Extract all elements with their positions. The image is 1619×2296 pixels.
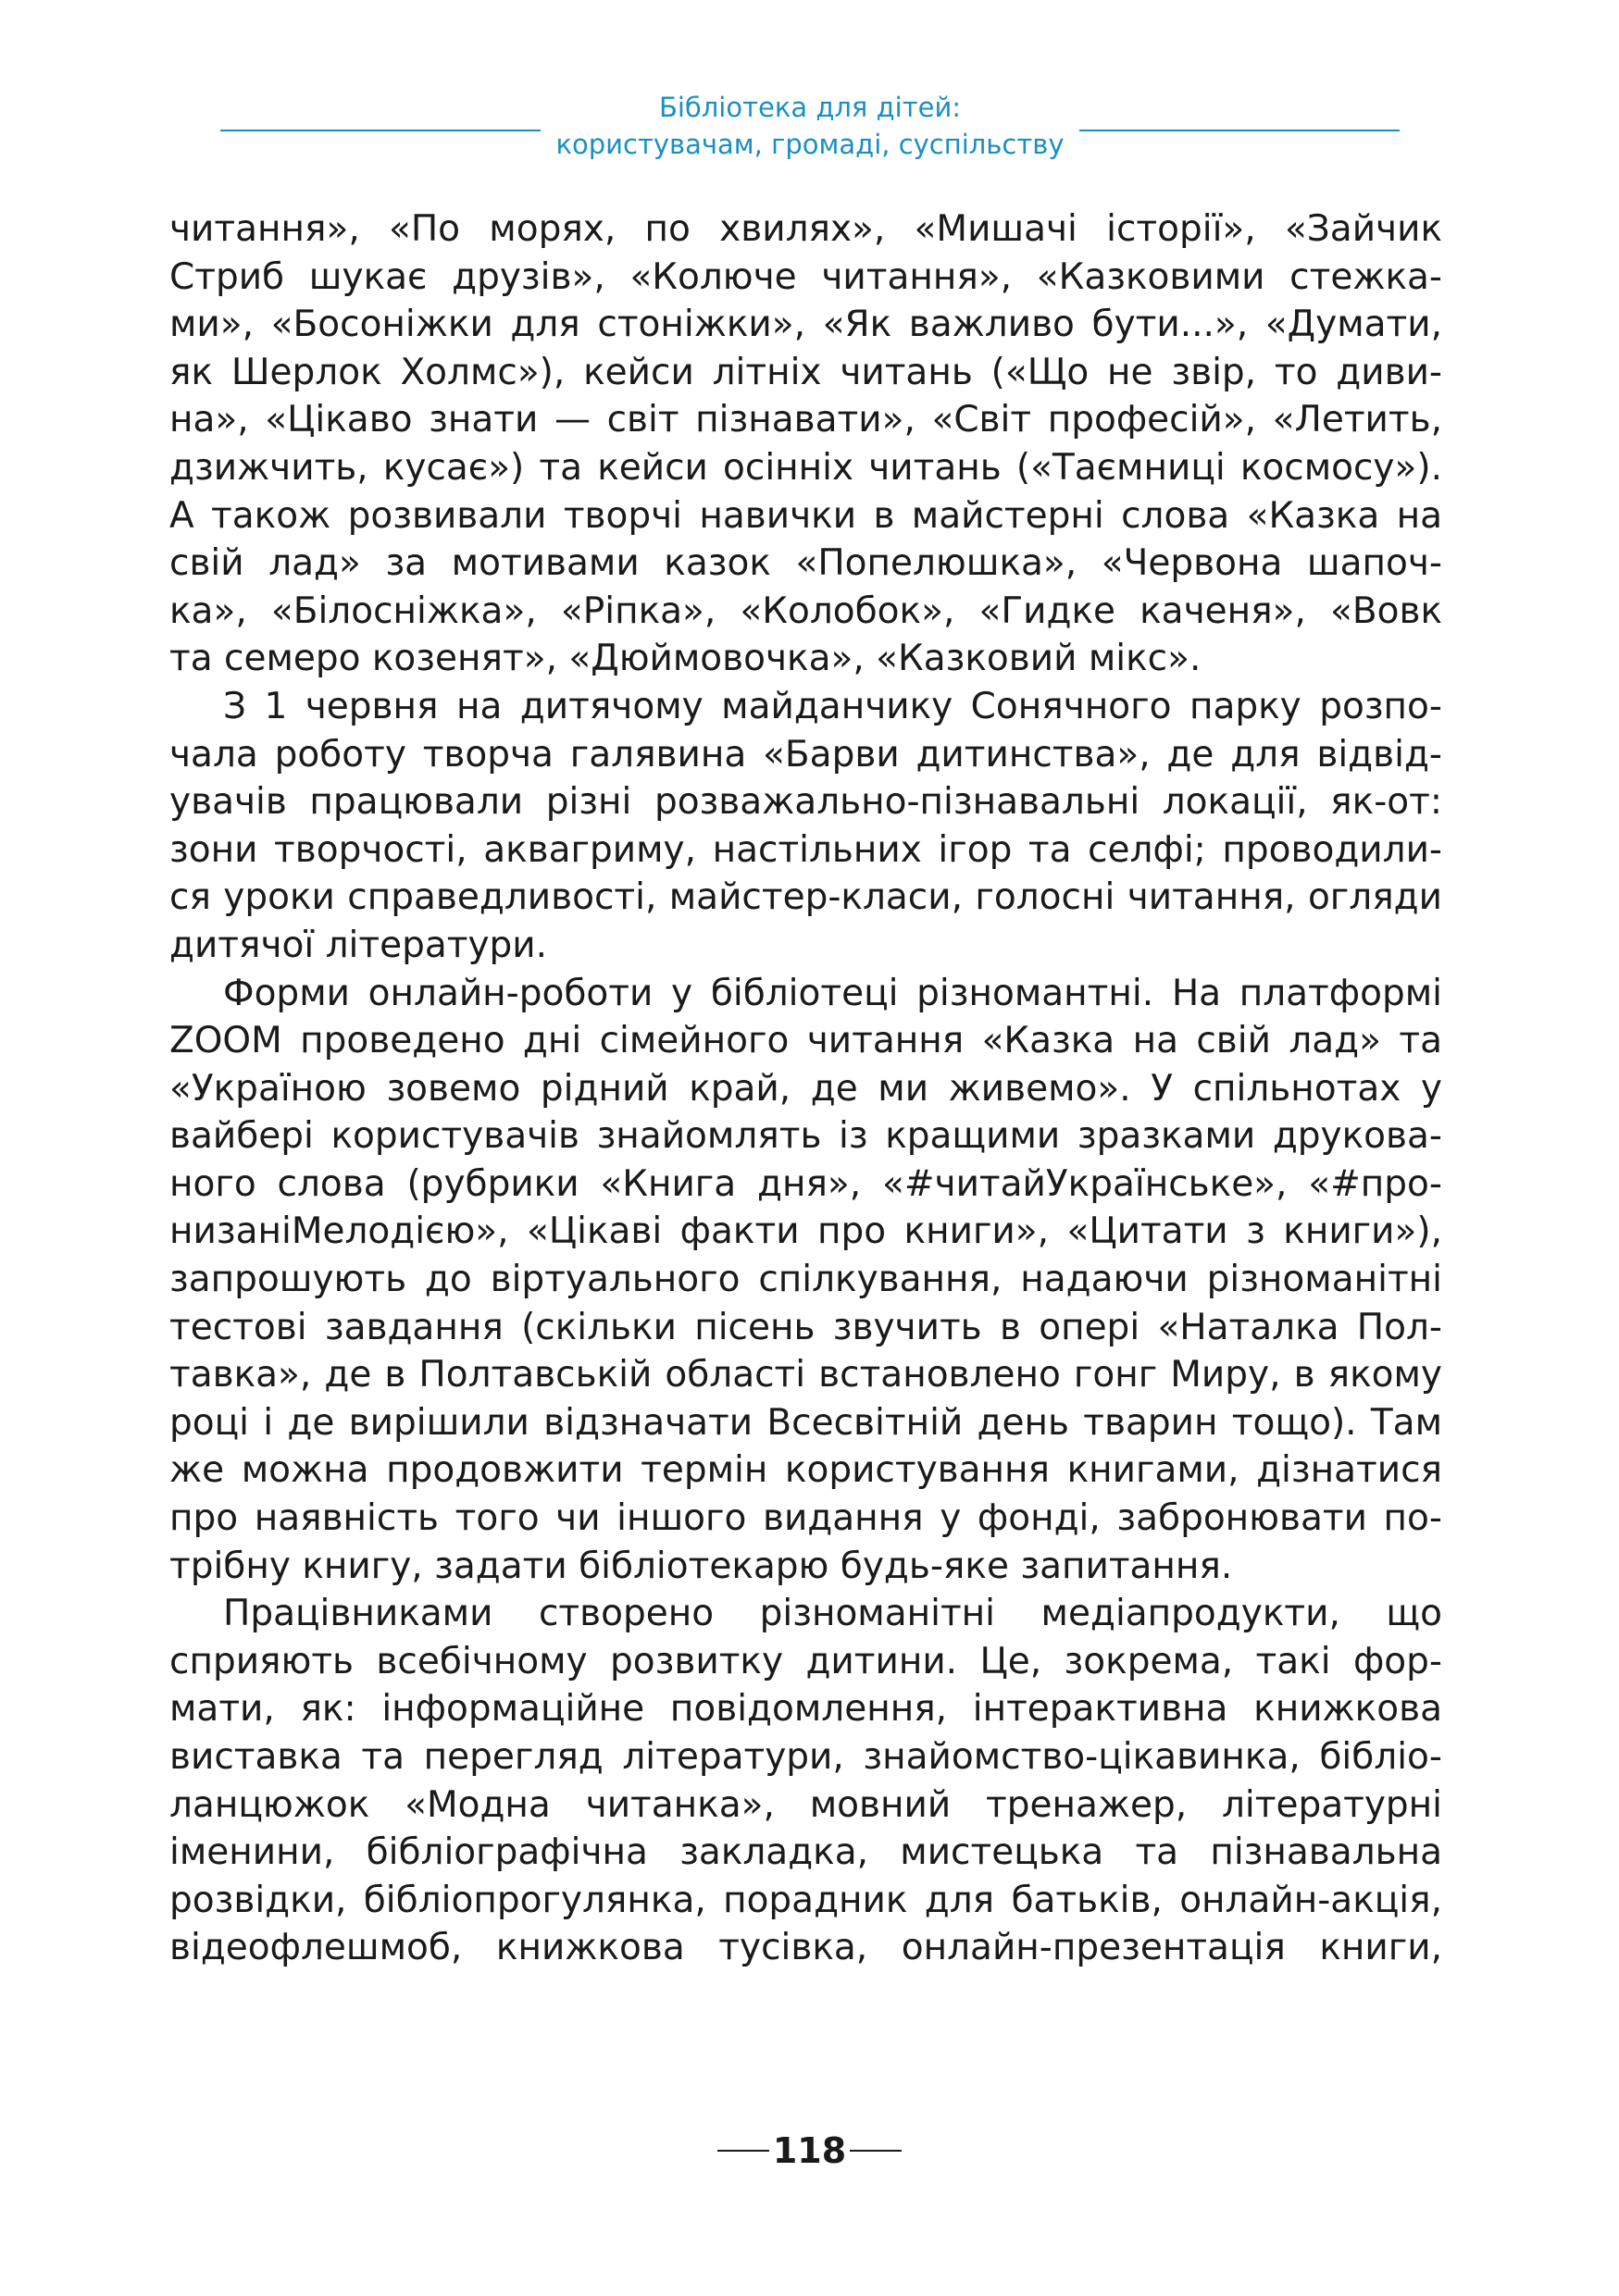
- text-line: запрошують до віртуального спілкування, надаючи різноманітні: [169, 1259, 1442, 1301]
- text-line: іменини, бібліографічна закладка, мистецька та пізнавальна: [169, 1831, 1442, 1874]
- text-line: тестові завдання (скільки пісень звучить в опері «Наталка Пол-: [169, 1306, 1442, 1348]
- page-number-dash-right: [850, 2150, 902, 2152]
- text-line: тавка», де в Полтавській області встановлено гонг Миру, в якому: [169, 1354, 1442, 1396]
- text-line: З 1 червня на дитячому майданчику Сонячного парку розпо-: [223, 685, 1442, 727]
- header-title: [541, 89, 1079, 163]
- text-line: ся уроки справедливості, майстер-класи, голосні читання, огляди: [169, 876, 1442, 919]
- text-line: ланцюжок «Модна читанка», мовний тренажер, літературні: [169, 1783, 1442, 1826]
- text-line: ми», «Босоніжки для стоніжки», «Як важливо бути...», «Думати,: [169, 304, 1442, 346]
- text-line: дзижчить, кусає») та кейси осінніх читань («Таємниці космосу»).: [169, 446, 1442, 489]
- page-footer: [0, 2130, 1619, 2177]
- page-number-dash-left: [717, 2150, 769, 2152]
- text-line: виставка та перегляд літератури, знайомство-цікавинка, бібліо-: [169, 1736, 1442, 1778]
- text-line: ного слова (рубрики «Книга дня», «#читайУкраїнське», «#про-: [169, 1162, 1442, 1205]
- text-line: на», «Цікаво знати — світ пізнавати», «Світ професій», «Летить,: [169, 399, 1442, 441]
- paragraph: [169, 1590, 1442, 1972]
- text-line: читання», «По морях, по хвилях», «Мишачі історії», «Зайчик: [169, 208, 1442, 250]
- header-title-line-1: Бібліотека для дітей:: [658, 92, 962, 123]
- text-line: та семеро козенят», «Дюймовочка», «Казковий мікс».: [169, 638, 1202, 680]
- body-text: [169, 205, 1442, 1972]
- text-line: вайбері користувачів знайомлять із кращими зразками друкова-: [169, 1115, 1442, 1158]
- text-line: же можна продовжити термін користування книгами, дізнатися: [169, 1449, 1442, 1492]
- text-line: Форми онлайн-роботи у бібліотеці різномантні. На платформі: [223, 972, 1442, 1014]
- text-line: Працівниками створено різноманітні медіапродукти, що: [223, 1593, 1442, 1635]
- text-line: чала роботу творча галявина «Барви дитинства», де для відвід-: [169, 733, 1442, 776]
- paragraph: [169, 683, 1442, 970]
- text-line: сприяють всебічному розвитку дитини. Це, зокрема, такі фор-: [169, 1640, 1442, 1682]
- page-number: 118: [772, 2130, 847, 2171]
- header-title-line-2: користувачам, громаді, суспільству: [555, 129, 1065, 160]
- header-rule-left: [220, 130, 541, 131]
- text-line: увачів працювали різні розважально-пізнавальні локації, як-от:: [169, 781, 1442, 824]
- text-line: відеофлешмоб, книжкова тусівка, онлайн-презентація книги,: [169, 1927, 1442, 1969]
- text-line: як Шерлок Холмс»), кейси літніх читань («Що не звір, то диви-: [169, 351, 1442, 393]
- paragraph: [169, 970, 1442, 1591]
- text-line: дитячої літератури.: [169, 924, 548, 966]
- text-line: «Україною зовемо рідний край, де ми живемо». У спільнотах у: [169, 1067, 1442, 1110]
- page-number-group: [717, 2130, 902, 2171]
- text-line: розвідки, бібліопрогулянка, порадник для батьків, онлайн-акція,: [169, 1879, 1442, 1921]
- text-line: низаніМелодією», «Цікаві факти про книги», «Цитати з книги»),: [169, 1210, 1442, 1253]
- paragraph: [169, 205, 1442, 683]
- text-line: мати, як: інформаційне повідомлення, інтерактивна книжкова: [169, 1688, 1442, 1731]
- text-line: про наявність того чи іншого видання у фонді, забронювати по-: [169, 1497, 1442, 1540]
- running-header: [0, 89, 1619, 172]
- header-rule-right: [1079, 130, 1400, 131]
- text-line: зони творчості, аквагриму, настільних ігор та селфі; проводили-: [169, 828, 1442, 871]
- text-line: ка», «Білосніжка», «Ріпка», «Колобок», «Гидке каченя», «Вовк: [169, 590, 1442, 632]
- text-line: свій лад» за мотивами казок «Попелюшка», «Червона шапоч-: [169, 542, 1442, 585]
- text-line: ZOOM проведено дні сімейного читання «Казка на свій лад» та: [169, 1020, 1442, 1062]
- text-line: А також розвивали творчі навички в майстерні слова «Казка на: [169, 494, 1442, 537]
- text-line: році і де вирішили відзначати Всесвітній день тварин тощо). Там: [169, 1401, 1442, 1444]
- text-line: трібну книгу, задати бібліотекарю будь-яке запитання.: [169, 1545, 1233, 1587]
- text-line: Стриб шукає друзів», «Колюче читання», «Казковими стежка-: [169, 255, 1442, 298]
